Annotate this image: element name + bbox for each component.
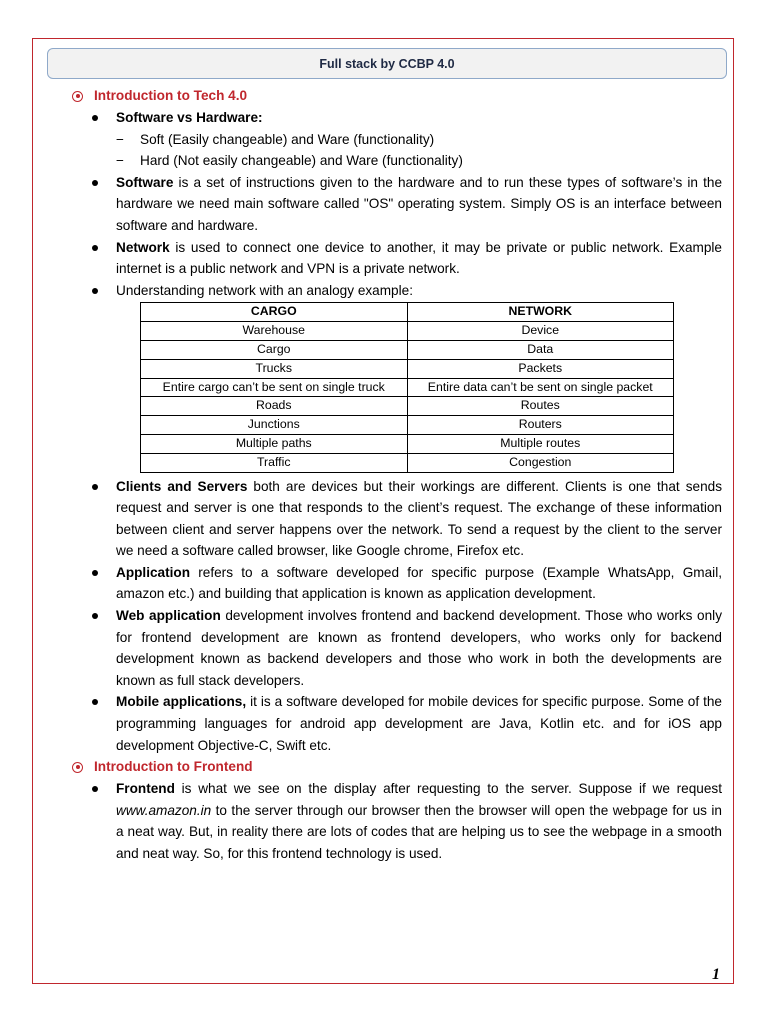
list-item-frontend bbox=[70, 778, 722, 864]
dash-icon: − bbox=[116, 131, 124, 147]
table-header-cell: CARGO bbox=[141, 303, 408, 322]
table-cell: Cargo bbox=[141, 340, 408, 359]
item-text: is what we see on the display after requesting to the server. Suppose if we request bbox=[174, 781, 722, 797]
bullet-icon bbox=[92, 484, 98, 490]
item-text: Understanding network with an analogy example: bbox=[116, 282, 413, 298]
item-term: Software vs Hardware: bbox=[116, 110, 263, 125]
item-term: Network bbox=[116, 239, 170, 255]
bullet-icon bbox=[92, 613, 98, 619]
item-text: both are devices but their workings are different. Clients is one that sends request and server is one that responds to the client’s request. The exchange of these information between client and server happens over the network. To send a request by the client to the server we need a software called browser, like Google chrome, Firefox etc. bbox=[116, 478, 722, 559]
bullet-icon bbox=[92, 699, 98, 705]
table-row bbox=[141, 378, 674, 397]
table-row bbox=[141, 340, 674, 359]
table-cell: Roads bbox=[141, 397, 408, 416]
table-cell: Multiple paths bbox=[141, 434, 408, 453]
bullet-icon bbox=[92, 570, 98, 576]
item-term: Frontend bbox=[116, 781, 175, 797]
sub-item-text: Hard (Not easily changeable) and Ware (functionality) bbox=[140, 153, 463, 169]
bullet-icon bbox=[92, 180, 98, 186]
bullet-icon bbox=[92, 288, 98, 294]
dash-icon: − bbox=[116, 153, 124, 169]
item-text: refers to a software developed for specific purpose (Example WhatsApp, Gmail, amazon etc.) and building that application is known as application development. bbox=[116, 564, 722, 602]
table-cell: Device bbox=[407, 322, 674, 341]
page-header bbox=[47, 48, 727, 79]
sub-item bbox=[70, 129, 722, 151]
item-text: development involves frontend and backend development. Those who works only for frontend development are known as frontend developers, who works only for backend development known as backend developers and those who work in both the developments are known as full stack developers. bbox=[116, 608, 722, 688]
table-row bbox=[141, 434, 674, 453]
list-item-software bbox=[70, 172, 722, 237]
table-row bbox=[141, 322, 674, 341]
list-item-software-vs-hardware bbox=[70, 107, 722, 129]
table-cell: Packets bbox=[407, 359, 674, 378]
document-body bbox=[70, 85, 722, 865]
list-item-analogy bbox=[70, 280, 722, 302]
table-row bbox=[141, 416, 674, 435]
bullet-icon bbox=[92, 115, 98, 121]
list-item-application bbox=[70, 562, 722, 605]
bullet-icon bbox=[92, 245, 98, 251]
table-cell: Congestion bbox=[407, 453, 674, 472]
list-item-clients-servers bbox=[70, 476, 722, 562]
sub-item-text: Soft (Easily changeable) and Ware (functionality) bbox=[140, 131, 435, 147]
list-item-web-application bbox=[70, 605, 722, 691]
sub-item bbox=[70, 150, 722, 172]
table-header-cell: NETWORK bbox=[407, 303, 674, 322]
table-cell: Data bbox=[407, 340, 674, 359]
table-cell: Routes bbox=[407, 397, 674, 416]
page-number: 1 bbox=[712, 966, 720, 983]
table-cell: Trucks bbox=[141, 359, 408, 378]
section-title: Introduction to Tech 4.0 bbox=[94, 88, 248, 104]
list-item-mobile-applications bbox=[70, 691, 722, 756]
item-text: to the server through our browser then the browser will open the webpage for us in a neat way. But, in reality there are lots of codes that are helping us to see the webpage in a smooth and neat way. So, for this frontend technology is used. bbox=[116, 802, 722, 862]
item-text: is a set of instructions given to the hardware and to run these types of software’s in the hardware we need main software called "OS" operating system. Simply OS is an interface between software and hardware. bbox=[116, 174, 722, 233]
analogy-table bbox=[140, 302, 674, 472]
circled-bullet-icon bbox=[72, 91, 83, 102]
section-heading-tech bbox=[70, 85, 722, 107]
item-term: Web application bbox=[116, 608, 221, 624]
circled-bullet-icon bbox=[72, 762, 83, 773]
table-cell: Entire data can’t be sent on single packet bbox=[407, 378, 674, 397]
list-item-network bbox=[70, 237, 722, 280]
table-cell: Warehouse bbox=[141, 322, 408, 341]
table-row bbox=[141, 397, 674, 416]
item-text: is used to connect one device to another, it may be private or public network. Example internet is a public network and VPN is a private network. bbox=[116, 239, 722, 277]
item-term: Application bbox=[116, 564, 191, 580]
item-term: Clients and Servers bbox=[116, 478, 248, 494]
table-header-row bbox=[141, 303, 674, 322]
table-row bbox=[141, 453, 674, 472]
table-row bbox=[141, 359, 674, 378]
item-term: Mobile applications, bbox=[116, 694, 247, 710]
amazon-link-text: www.amazon.in bbox=[116, 802, 212, 818]
item-text: it is a software developed for mobile devices for specific purpose. Some of the programming languages for android app development are Java, Kotlin etc. and for iOS app development Objective-C, Swift etc. bbox=[116, 694, 722, 753]
table-cell: Routers bbox=[407, 416, 674, 435]
header-title: Full stack by CCBP 4.0 bbox=[319, 56, 455, 71]
bullet-icon bbox=[92, 786, 98, 792]
table-cell: Entire cargo can’t be sent on single truck bbox=[141, 378, 408, 397]
table-cell: Multiple routes bbox=[407, 434, 674, 453]
item-term: Software bbox=[116, 174, 174, 190]
section-title: Introduction to Frontend bbox=[94, 759, 253, 775]
table-cell: Traffic bbox=[141, 453, 408, 472]
section-heading-frontend bbox=[70, 756, 722, 778]
table-cell: Junctions bbox=[141, 416, 408, 435]
